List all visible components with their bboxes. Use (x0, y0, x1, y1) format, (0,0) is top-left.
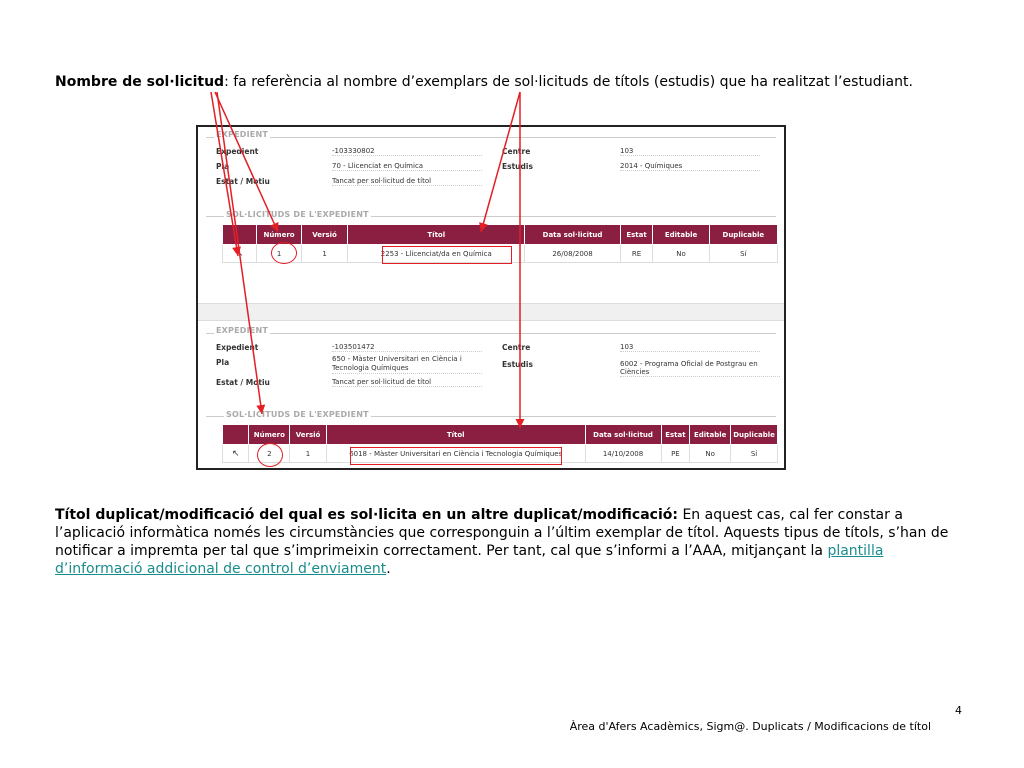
pla-value-2: 650 - Màster Universitari en Ciència i Tecnologia Químiques (332, 355, 482, 374)
expedient-label-2: Expedient (216, 343, 259, 352)
centre-label-2: Centre (502, 343, 531, 352)
cell-editable: No (690, 445, 731, 463)
estudis-label-2: Estudis (502, 360, 533, 369)
intro-term: Nombre de sol·licitud (55, 74, 225, 90)
arrow-numero-1 (215, 92, 278, 232)
estudis-value-2: 6002 - Programa Oficial de Postgrau en Ciències (620, 360, 780, 377)
cell-versio: 1 (301, 245, 347, 263)
sol-title-2: SOL·LICITUDS DE L'EXPEDIENT (226, 410, 369, 419)
row-pointer-icon[interactable]: ↖ (223, 245, 257, 263)
arrow-pointer-1 (211, 92, 238, 256)
centre-value-2: 103 (620, 343, 760, 352)
pla-label-1: Pla (216, 162, 230, 171)
col-numero[interactable]: Número (249, 425, 290, 445)
cell-duplicable: Sí (709, 245, 777, 263)
centre-label-1: Centre (502, 147, 531, 156)
expedient-title-1: EXPEDIENT (216, 130, 268, 139)
col-versio[interactable]: Versió (301, 225, 347, 245)
sol-title-1: SOL·LICITUDS DE L'EXPEDIENT (226, 210, 369, 219)
cell-data: 14/10/2008 (585, 445, 661, 463)
cell-duplicable: Sí (731, 445, 778, 463)
footer: Àrea d'Afers Acadèmics, Sigm@. Duplicats / Modificacions de títol (569, 720, 931, 733)
paragraph-text-2: . (386, 561, 391, 577)
estudis-label-1: Estudis (502, 162, 533, 171)
estat-value-2: Tancat per sol·licitud de títol (332, 378, 482, 387)
pla-value-1: 70 - Llicenciat en Química (332, 162, 482, 171)
cell-estat: PE (661, 445, 690, 463)
col-estat[interactable]: Estat (661, 425, 690, 445)
cell-data: 26/08/2008 (525, 245, 620, 263)
estudis-value-1: 2014 - Químiques (620, 162, 760, 171)
expedient-value-2: -103501472 (332, 343, 482, 352)
estat-label-1: Estat / Motiu (216, 177, 270, 186)
col-titol[interactable]: Títol (348, 225, 525, 245)
paragraph-heading: Títol duplicat/modificació del qual es sol·licita en un altre duplicat/modificació: (55, 507, 678, 523)
cell-editable: No (653, 245, 709, 263)
col-editable[interactable]: Editable (653, 225, 709, 245)
pla-label-2: Pla (216, 358, 230, 367)
cell-numero: 1 (257, 245, 302, 263)
estat-label-2: Estat / Motiu (216, 378, 270, 387)
estat-value-1: Tancat per sol·licitud de títol (332, 177, 482, 186)
cell-titol: 2253 - Llicenciat/da en Química (348, 245, 525, 263)
expedient-title-2: EXPEDIENT (216, 326, 268, 335)
col-versio[interactable]: Versió (290, 425, 327, 445)
col-editable[interactable]: Editable (690, 425, 731, 445)
col-titol[interactable]: Títol (326, 425, 585, 445)
arrow-numero-2 (217, 92, 262, 414)
col-estat[interactable]: Estat (620, 225, 653, 245)
paragraph-text-1: En aquest cas, cal fer constar a l’aplicació informàtica només les circumstàncies que corresponguin a l’últim exemplar de títol. Aquests tipus de títols, s’han de notificar a impremta per tal que s’imprimeixin correctament. Per tant, cal que s’informi a l’AAA, mitjançant la (55, 507, 949, 559)
arrow-titol-1 (481, 92, 520, 232)
expedient-label-1: Expedient (216, 147, 259, 156)
cell-numero: 2 (249, 445, 290, 463)
cell-versio: 1 (290, 445, 327, 463)
cell-estat: RE (620, 245, 653, 263)
cell-titol: 6018 - Màster Universitari en Ciència i Tecnologia Químiques (326, 445, 585, 463)
col-numero[interactable]: Número (257, 225, 302, 245)
page-number: 4 (955, 704, 962, 717)
centre-value-1: 103 (620, 147, 760, 156)
intro-text: : fa referència al nombre d’exemplars de sol·licituds de títols (estudis) que ha realitzat l’estudiant. (224, 74, 913, 90)
col-data[interactable]: Data sol·licitud (525, 225, 620, 245)
duplicate-paragraph (55, 506, 975, 578)
col-data[interactable]: Data sol·licitud (585, 425, 661, 445)
template-link[interactable]: plantilla d’informació addicional de control d’enviament (55, 543, 884, 577)
expedient-value-1: -103330802 (332, 147, 482, 156)
col-duplicable[interactable]: Duplicable (731, 425, 778, 445)
row-pointer-icon[interactable]: ↖ (223, 445, 249, 463)
col-duplicable[interactable]: Duplicable (709, 225, 777, 245)
